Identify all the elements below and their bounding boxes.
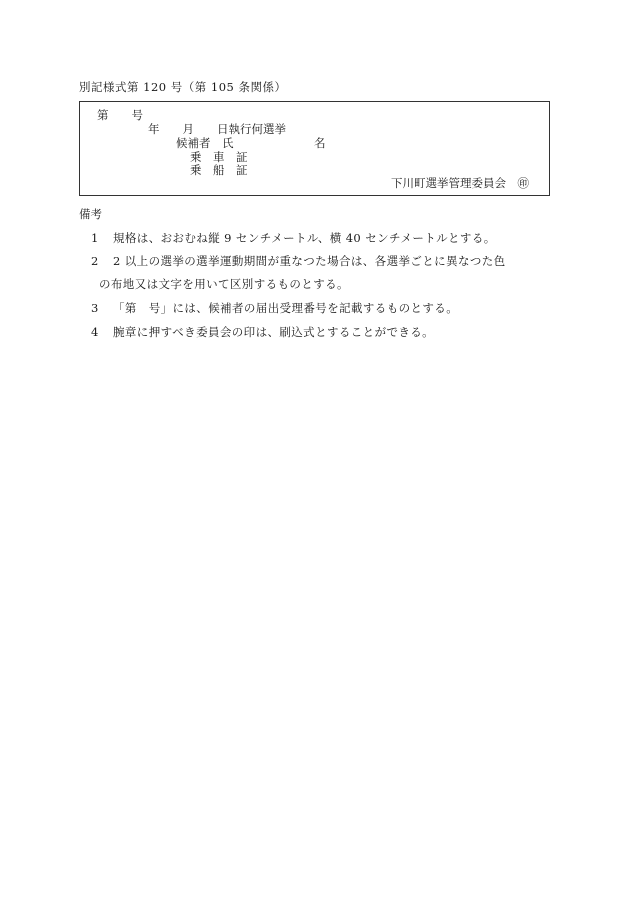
form-car-pass-line: 乗 車 証 [190,150,248,164]
form-ship-pass-line: 乗 船 証 [190,163,248,177]
note-item [91,253,506,269]
form-issuer-line: 下川町選挙管理委員会 ㊞ [391,176,529,190]
note-item [91,230,496,246]
note-number: 3 [91,301,99,315]
note-number: 2 [91,254,99,268]
note-item [91,300,458,316]
note-text: 腕章に押すべき委員会の印は、刷込式とすることができる。 [113,325,435,339]
note-text: 規格は、おおむね縦 9 センチメートル、横 40 センチメートルとする。 [113,231,496,245]
note-text: の布地又は文字を用いて区別するものとする。 [99,277,349,291]
pass-form-frame [79,101,550,196]
note-number: 1 [91,231,99,245]
form-date-election-line: 年 月 日執行何選挙 [148,122,286,136]
notes-title: 備考 [79,207,102,221]
form-candidate-name-line: 候補者 氏 名 [176,136,326,150]
note-item [91,324,434,340]
form-number-line: 第 号 [97,108,143,122]
note-text: 「第 号」には、候補者の届出受理番号を記載するものとする。 [113,301,459,315]
note-item-continuation [99,276,349,292]
note-number: 4 [91,325,99,339]
note-text: 2 以上の選挙の選挙運動期間が重なつた場合は、各選挙ごとに異なつた色 [113,254,506,268]
form-heading: 別記様式第 120 号（第 105 条関係） [79,80,287,94]
